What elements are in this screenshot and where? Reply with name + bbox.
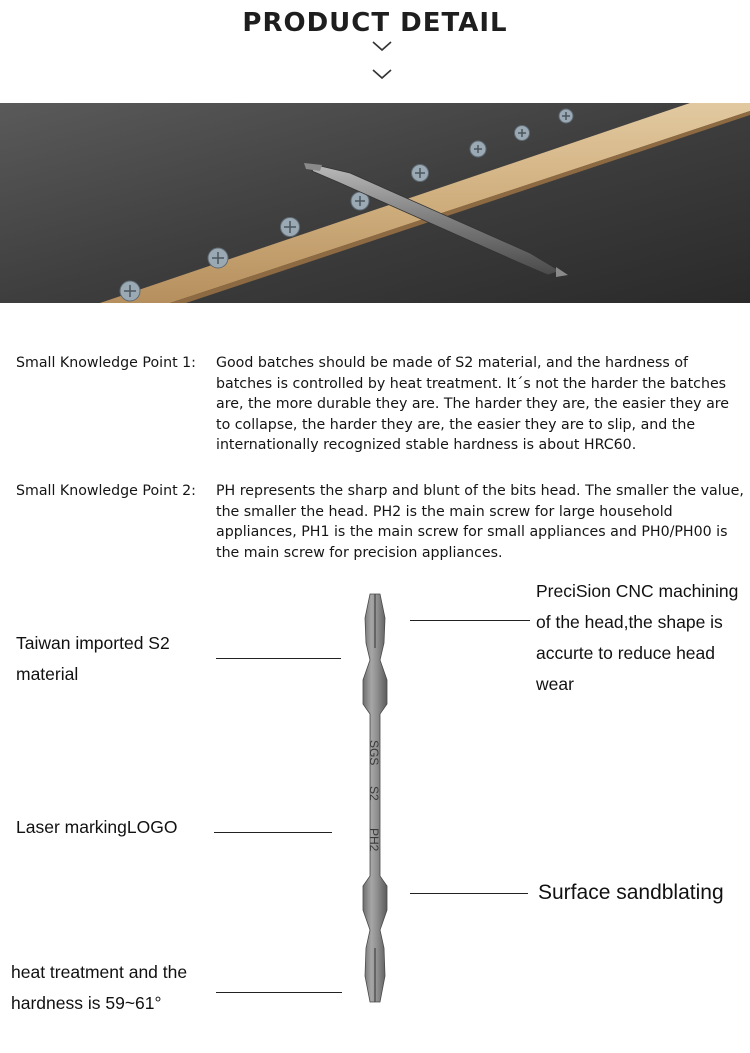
callout-heat-treatment: heat treatment and the hardness is 59~61° — [11, 962, 188, 1013]
bit-marking: SGS — [367, 740, 381, 766]
chevron-down-icon — [371, 40, 393, 52]
screwdriver-bit-image — [340, 588, 410, 1008]
chevron-down-icon — [371, 68, 393, 80]
knowledge-point-label: Small Knowledge Point 1: — [16, 355, 196, 371]
callout-precision-cnc: PreciSion CNC machining of the head,the shape is accurte to reduce head wear — [536, 581, 739, 694]
bit-marking: PH2 — [367, 828, 381, 852]
knowledge-point-label: Small Knowledge Point 2: — [16, 483, 196, 499]
callout-taiwan-s2: Taiwan imported S2 material — [16, 633, 170, 684]
callout-line — [410, 620, 530, 621]
bit-marking: S2 — [367, 786, 381, 801]
knowledge-point-text: PH represents the sharp and blunt of the bits head. The smaller the value, the smaller the head. PH2 is the main screw for large household appliances, PH1 is the main screw for small appliances and PH0/PH00 is the main screw for precision appliances. — [216, 483, 744, 561]
callout-line — [410, 893, 528, 894]
callout-surface-sandblasting: Surface sandblating — [538, 881, 724, 904]
knowledge-point-text: Good batches should be made of S2 material, and the hardness of batches is controlled by heat treatment. It´s not the harder the batches are, the more durable they are. The harder they are, the easier they are to collapse, the harder they are, the easier they are to slip, and the internationally recognized stable hardness is about HRC60. — [216, 355, 730, 454]
callout-line — [214, 832, 332, 833]
page-title: PRODUCT DETAIL — [242, 8, 508, 38]
callout-line — [216, 992, 342, 993]
callout-line — [216, 658, 341, 659]
callout-laser-marking: Laser markingLOGO — [16, 817, 178, 837]
product-photo — [0, 103, 750, 303]
